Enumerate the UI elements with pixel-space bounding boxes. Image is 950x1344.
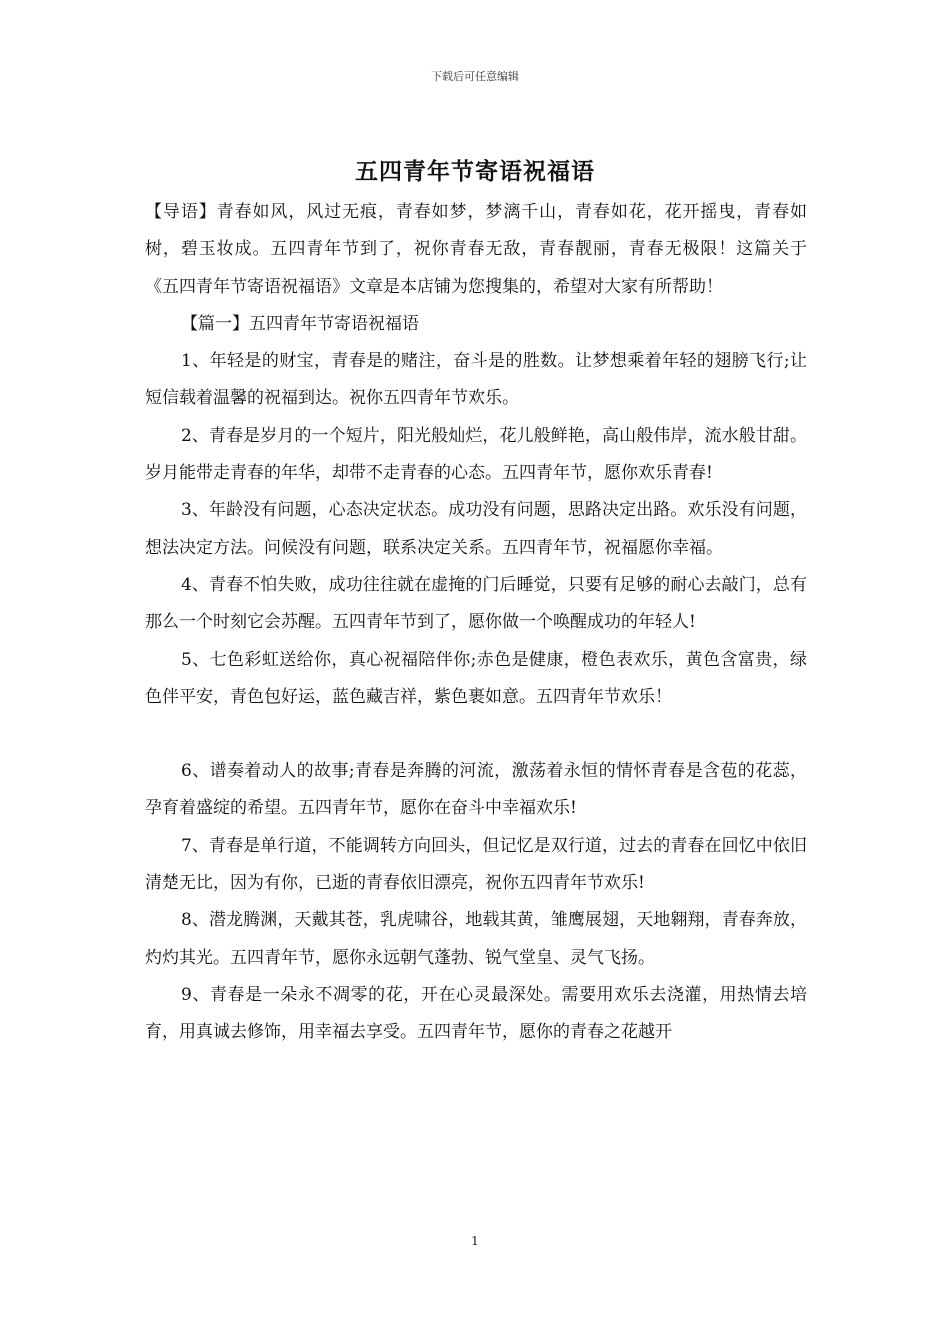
- page-number: 1: [471, 1234, 479, 1248]
- list-item: 1、年轻是的财宝，青春是的赌注，奋斗是的胜数。让梦想乘着年轻的翅膀飞行;让短信载着温馨的祝福到达。祝你五四青年节欢乐。: [145, 351, 807, 409]
- paragraph-gap: [145, 716, 807, 753]
- list-item: 8、潜龙腾渊，天戴其苍，乳虎啸谷，地载其黄，雏鹰展翅，天地翱翔，青春奔放，灼灼其光。五四青年节，愿你永远朝气蓬勃、锐气堂皇、灵气飞扬。: [145, 910, 807, 968]
- list-item: 2、青春是岁月的一个短片，阳光般灿烂，花儿般鲜艳，高山般伟岸，流水般甘甜。岁月能带走青春的年华，却带不走青春的心态。五四青年节，愿你欢乐青春!: [145, 425, 807, 484]
- document-title: 五四青年节寄语祝福语: [355, 158, 595, 185]
- list-item: 3、年龄没有问题，心态决定状态。成功没有问题，思路决定出路。欢乐没有问题，想法决定方法。问候没有问题，联系决定关系。五四青年节，祝福愿你幸福。: [145, 500, 807, 558]
- list-item: 9、青春是一朵永不凋零的花，开在心灵最深处。需要用欢乐去浇灌，用热情去培育，用真诚去修饰，用幸福去享受。五四青年节，愿你的青春之花越开: [145, 984, 807, 1043]
- list-item: 7、青春是单行道，不能调转方向回头，但记忆是双行道，过去的青春在回忆中依旧清楚无比，因为有你，已逝的青春依旧漂亮，祝你五四青年节欢乐!: [145, 835, 807, 894]
- intro-paragraph: 【导语】青春如风，风过无痕，青春如梦，梦漓千山，青春如花，花开摇曳，青春如树，碧玉妆成。五四青年节到了，祝你青春无敌，青春靓丽，青春无极限！这篇关于《五四青年节寄语祝福语》文章是本店铺为您搜集的，希望对大家有所帮助！: [145, 202, 807, 297]
- list-item: 4、青春不怕失败，成功往往就在虚掩的门后睡觉，只要有足够的耐心去敲门，总有那么一个时刻它会苏醒。五四青年节到了，愿你做一个唤醒成功的年轻人!: [145, 574, 807, 633]
- header-note: 下载后可任意编辑: [431, 70, 519, 83]
- section-heading: 【篇一】五四青年节寄语祝福语: [181, 313, 419, 334]
- document-body: [145, 194, 807, 1052]
- list-item: 5、七色彩虹送给你，真心祝福陪伴你;赤色是健康，橙色表欢乐，黄色含富贵，绿色伴平安，青色包好运，蓝色藏吉祥，紫色裹如意。五四青年节欢乐！: [145, 649, 807, 707]
- list-item: 6、谱奏着动人的故事;青春是奔腾的河流，激荡着永恒的情怀青春是含苞的花蕊，孕育着盛绽的希望。五四青年节，愿你在奋斗中幸福欢乐!: [145, 761, 807, 819]
